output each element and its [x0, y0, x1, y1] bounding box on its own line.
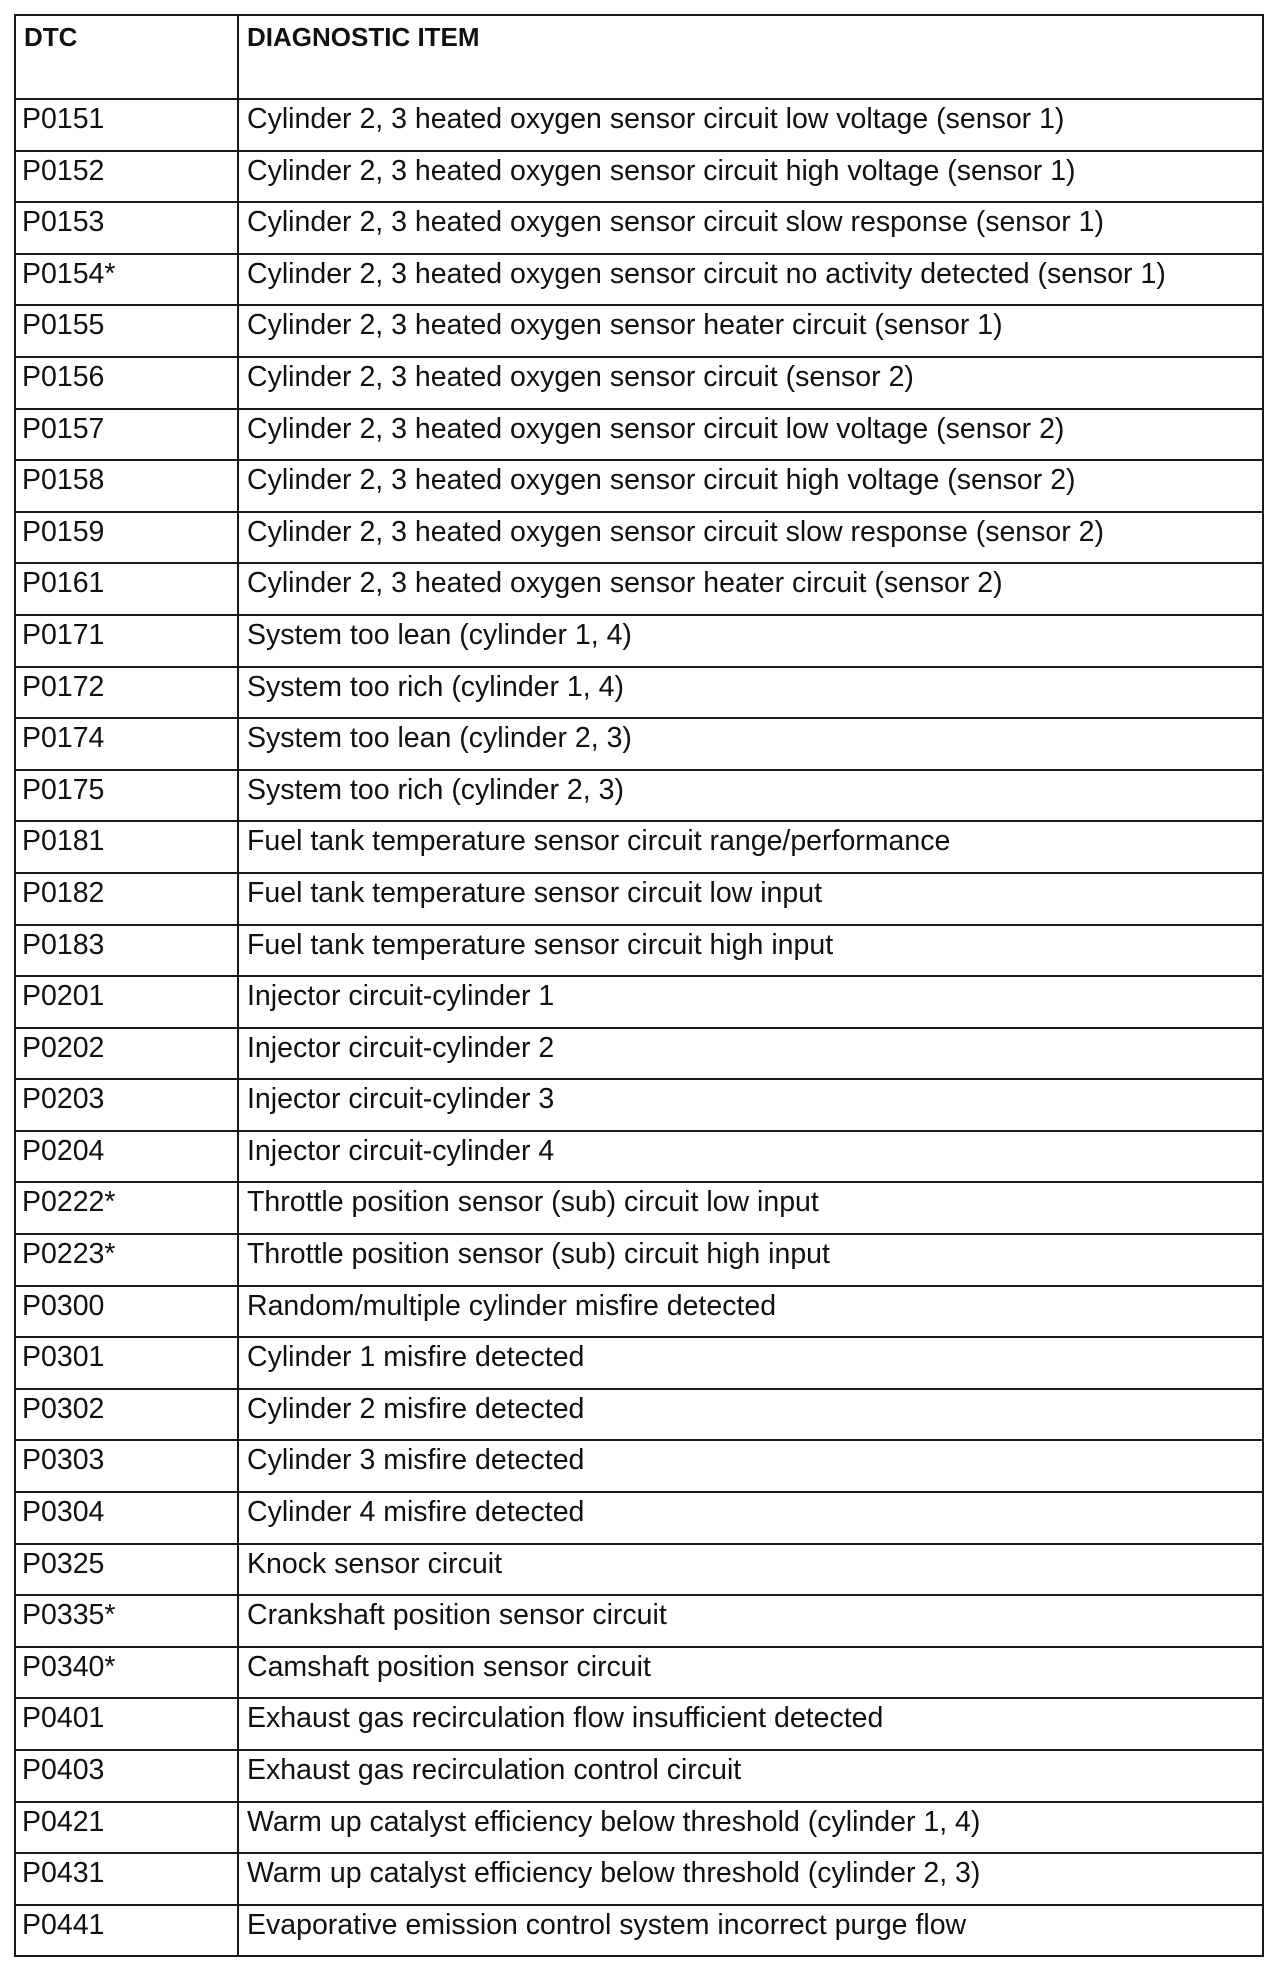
dtc-code-cell: P0183: [15, 925, 238, 977]
table-row: [15, 409, 1263, 461]
dtc-code-cell: P0203: [15, 1079, 238, 1131]
table-row: [15, 1131, 1263, 1183]
table-row: [15, 1286, 1263, 1338]
diagnostic-item-cell: Warm up catalyst efficiency below threshold (cylinder 1, 4): [238, 1802, 1263, 1854]
dtc-code-cell: P0156: [15, 357, 238, 409]
dtc-code-cell: P0182: [15, 873, 238, 925]
diagnostic-item-cell: Cylinder 2, 3 heated oxygen sensor circuit slow response (sensor 1): [238, 202, 1263, 254]
table-row: [15, 1698, 1263, 1750]
table-row: [15, 1440, 1263, 1492]
table-row: [15, 99, 1263, 151]
table-row: [15, 254, 1263, 306]
dtc-code-cell: P0159: [15, 512, 238, 564]
table-row: [15, 1389, 1263, 1441]
diagnostic-item-cell: Knock sensor circuit: [238, 1544, 1263, 1596]
diagnostic-item-cell: System too rich (cylinder 2, 3): [238, 770, 1263, 822]
diagnostic-item-cell: Cylinder 2, 3 heated oxygen sensor circuit high voltage (sensor 2): [238, 460, 1263, 512]
diagnostic-item-cell: Fuel tank temperature sensor circuit low input: [238, 873, 1263, 925]
dtc-column-header: DTC: [15, 15, 238, 99]
table-row: [15, 615, 1263, 667]
dtc-code-cell: P0401: [15, 1698, 238, 1750]
dtc-table: [14, 14, 1264, 1957]
dtc-code-cell: P0325: [15, 1544, 238, 1596]
table-row: [15, 821, 1263, 873]
table-row: [15, 563, 1263, 615]
table-row: [15, 1595, 1263, 1647]
diagnostic-item-cell: Cylinder 1 misfire detected: [238, 1337, 1263, 1389]
diagnostic-item-cell: Cylinder 2, 3 heated oxygen sensor circuit slow response (sensor 2): [238, 512, 1263, 564]
diagnostic-item-cell: Exhaust gas recirculation flow insufficient detected: [238, 1698, 1263, 1750]
dtc-code-cell: P0403: [15, 1750, 238, 1802]
table-row: [15, 1647, 1263, 1699]
dtc-code-cell: P0175: [15, 770, 238, 822]
diagnostic-item-cell: Injector circuit-cylinder 4: [238, 1131, 1263, 1183]
dtc-code-cell: P0172: [15, 667, 238, 719]
table-row: [15, 1028, 1263, 1080]
diagnostic-item-cell: System too rich (cylinder 1, 4): [238, 667, 1263, 719]
diagnostic-item-cell: Cylinder 2, 3 heated oxygen sensor heater circuit (sensor 2): [238, 563, 1263, 615]
dtc-code-cell: P0421: [15, 1802, 238, 1854]
table-row: [15, 873, 1263, 925]
dtc-code-cell: P0340*: [15, 1647, 238, 1699]
table-row: [15, 1905, 1263, 1957]
table-row: [15, 305, 1263, 357]
diagnostic-item-cell: Fuel tank temperature sensor circuit high input: [238, 925, 1263, 977]
table-row: [15, 1182, 1263, 1234]
dtc-code-cell: P0151: [15, 99, 238, 151]
diagnostic-item-cell: Injector circuit-cylinder 2: [238, 1028, 1263, 1080]
diagnostic-item-cell: Crankshaft position sensor circuit: [238, 1595, 1263, 1647]
dtc-code-cell: P0301: [15, 1337, 238, 1389]
table-row: [15, 460, 1263, 512]
table-row: [15, 1544, 1263, 1596]
dtc-code-cell: P0181: [15, 821, 238, 873]
diagnostic-item-cell: Random/multiple cylinder misfire detected: [238, 1286, 1263, 1338]
table-row: [15, 718, 1263, 770]
table-row: [15, 667, 1263, 719]
table-body: [15, 99, 1263, 1956]
diagnostic-item-cell: Injector circuit-cylinder 3: [238, 1079, 1263, 1131]
dtc-code-cell: P0335*: [15, 1595, 238, 1647]
table-row: [15, 512, 1263, 564]
table-header: [15, 15, 1263, 99]
diagnostic-item-cell: Cylinder 2, 3 heated oxygen sensor circuit low voltage (sensor 2): [238, 409, 1263, 461]
diagnostic-item-cell: Cylinder 2, 3 heated oxygen sensor circuit (sensor 2): [238, 357, 1263, 409]
dtc-code-cell: P0153: [15, 202, 238, 254]
table-row: [15, 770, 1263, 822]
diagnostic-item-cell: Injector circuit-cylinder 1: [238, 976, 1263, 1028]
table-row: [15, 1234, 1263, 1286]
diagnostic-item-cell: Camshaft position sensor circuit: [238, 1647, 1263, 1699]
table-row: [15, 976, 1263, 1028]
dtc-code-cell: P0303: [15, 1440, 238, 1492]
diagnostic-item-cell: Cylinder 2, 3 heated oxygen sensor circuit no activity detected (sensor 1): [238, 254, 1263, 306]
dtc-code-cell: P0431: [15, 1853, 238, 1905]
dtc-code-cell: P0161: [15, 563, 238, 615]
diagnostic-item-cell: Cylinder 2, 3 heated oxygen sensor circuit high voltage (sensor 1): [238, 151, 1263, 203]
table-row: [15, 151, 1263, 203]
table-row: [15, 1079, 1263, 1131]
dtc-code-cell: P0204: [15, 1131, 238, 1183]
dtc-code-cell: P0157: [15, 409, 238, 461]
table-row: [15, 1750, 1263, 1802]
dtc-code-cell: P0201: [15, 976, 238, 1028]
diagnostic-item-cell: Evaporative emission control system incorrect purge flow: [238, 1905, 1263, 1957]
diagnostic-item-cell: Warm up catalyst efficiency below threshold (cylinder 2, 3): [238, 1853, 1263, 1905]
diagnostic-item-cell: Throttle position sensor (sub) circuit high input: [238, 1234, 1263, 1286]
dtc-code-cell: P0155: [15, 305, 238, 357]
table-row: [15, 1492, 1263, 1544]
dtc-code-cell: P0222*: [15, 1182, 238, 1234]
dtc-code-cell: P0304: [15, 1492, 238, 1544]
table-row: [15, 1802, 1263, 1854]
diagnostic-item-cell: Cylinder 4 misfire detected: [238, 1492, 1263, 1544]
table-row: [15, 357, 1263, 409]
diagnostic-item-cell: System too lean (cylinder 2, 3): [238, 718, 1263, 770]
dtc-code-cell: P0154*: [15, 254, 238, 306]
table-row: [15, 925, 1263, 977]
diagnostic-item-cell: Fuel tank temperature sensor circuit range/performance: [238, 821, 1263, 873]
table-row: [15, 1853, 1263, 1905]
diagnostic-item-cell: Cylinder 3 misfire detected: [238, 1440, 1263, 1492]
diagnostic-item-cell: System too lean (cylinder 1, 4): [238, 615, 1263, 667]
header-row: [15, 15, 1263, 99]
diagnostic-item-cell: Throttle position sensor (sub) circuit low input: [238, 1182, 1263, 1234]
table-row: [15, 1337, 1263, 1389]
dtc-code-cell: P0223*: [15, 1234, 238, 1286]
dtc-code-cell: P0174: [15, 718, 238, 770]
diagnostic-item-cell: Exhaust gas recirculation control circuit: [238, 1750, 1263, 1802]
dtc-code-cell: P0202: [15, 1028, 238, 1080]
diagnostic-item-cell: Cylinder 2, 3 heated oxygen sensor circuit low voltage (sensor 1): [238, 99, 1263, 151]
dtc-code-cell: P0158: [15, 460, 238, 512]
table-row: [15, 202, 1263, 254]
dtc-code-cell: P0302: [15, 1389, 238, 1441]
diagnostic-item-cell: Cylinder 2, 3 heated oxygen sensor heater circuit (sensor 1): [238, 305, 1263, 357]
dtc-code-cell: P0300: [15, 1286, 238, 1338]
dtc-code-cell: P0441: [15, 1905, 238, 1957]
diagnostic-item-column-header: DIAGNOSTIC ITEM: [238, 15, 1263, 99]
diagnostic-item-cell: Cylinder 2 misfire detected: [238, 1389, 1263, 1441]
dtc-code-cell: P0152: [15, 151, 238, 203]
dtc-code-cell: P0171: [15, 615, 238, 667]
